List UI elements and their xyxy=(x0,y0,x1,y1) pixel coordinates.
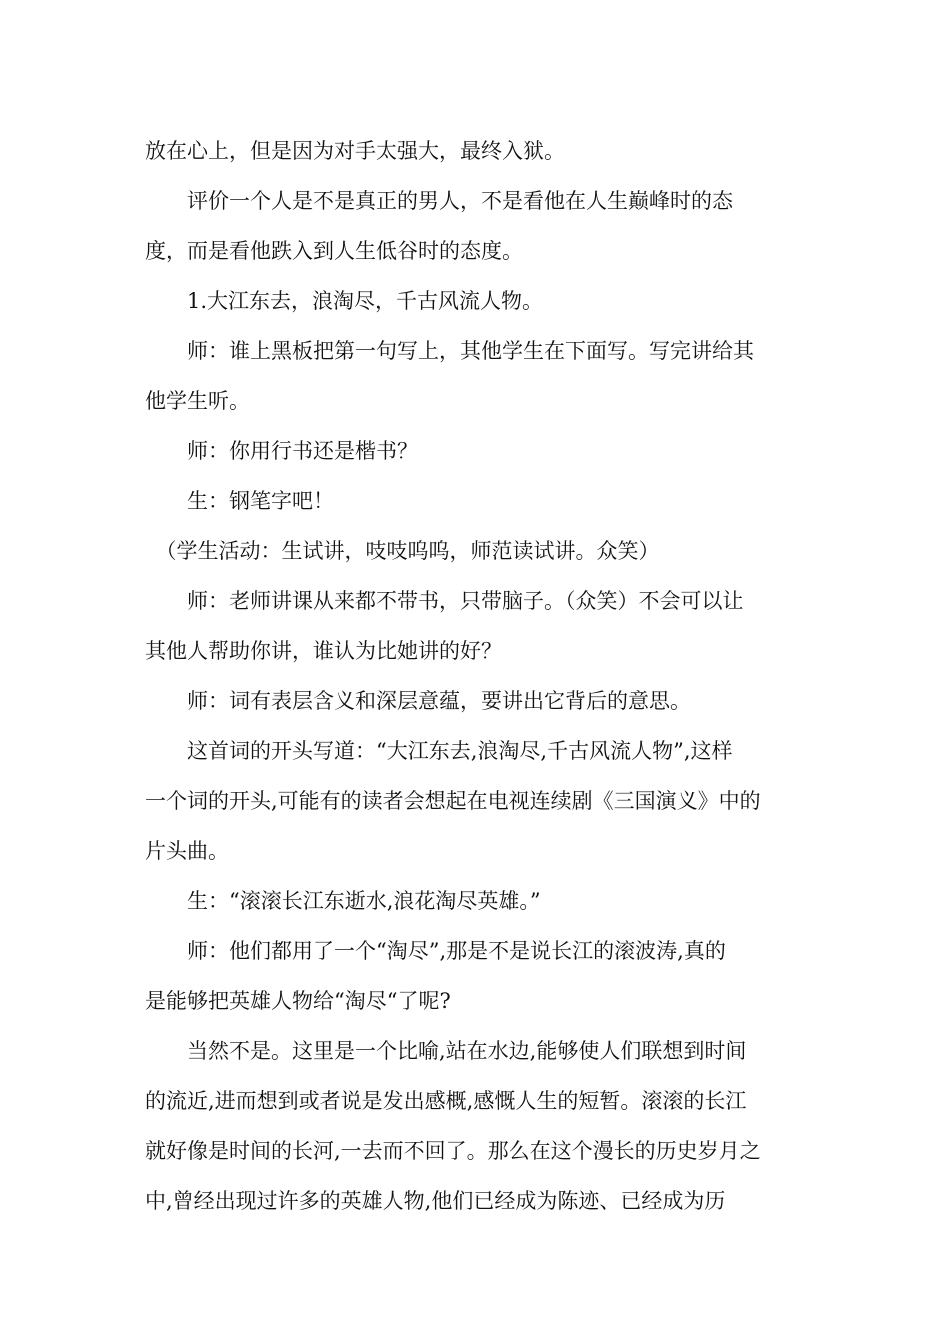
line-6: 他学生听。 xyxy=(145,389,250,413)
line-22: 中,曾经出现过许多的英雄人物,他们已经成为陈迹、已经成为历 xyxy=(145,1189,726,1213)
line-15: 片头曲。 xyxy=(145,839,229,863)
paragraph-teacher-question xyxy=(145,426,805,476)
paragraph-teacher-blackboard xyxy=(145,326,805,426)
line-7: 师：你用行书还是楷书？ xyxy=(145,439,418,463)
paragraph-opening xyxy=(145,726,805,876)
text-line xyxy=(145,126,805,176)
line-4: 1.大江东去，浪淘尽，千古风流人物。 xyxy=(145,289,544,313)
paragraph-student-answer xyxy=(145,476,805,526)
paragraph-activity-note xyxy=(145,526,805,576)
line-10: 师：老师讲课从来都不带书，只带脑子。（众笑）不会可以让 xyxy=(145,589,744,613)
line-19: 当然不是。这里是一个比喻,站在水边,能够使人们联想到时间 xyxy=(145,1039,747,1063)
line-2: 评价一个人是不是真正的男人，不是看他在人生巅峰时的态 xyxy=(145,189,733,213)
line-1: 放在心上，但是因为对手太强大，最终入狱。 xyxy=(145,139,565,163)
line-17: 师：他们都用了一个“淘尽”,那是不是说长江的滚波涛,真的 xyxy=(145,939,726,963)
line-11: 其他人帮助你讲，谁认为比她讲的好？ xyxy=(145,639,502,663)
line-20: 的流近,进而想到或者说是发出感概,感慨人生的短暂。滚滚的长江 xyxy=(145,1089,747,1113)
paragraph-teacher-brain xyxy=(145,576,805,676)
line-9: （学生活动：生试讲，吱吱呜呜，师范读试讲。众笑） xyxy=(145,539,660,563)
line-12: 师：词有表层含义和深层意蕴，要讲出它背后的意思。 xyxy=(145,689,691,713)
line-5: 师：谁上黑板把第一句写上，其他学生在下面写。写完讲给其 xyxy=(145,339,754,363)
line-3: 度，而是看他跌入到人生低谷时的态度。 xyxy=(145,239,523,263)
paragraph-teacher-taojin xyxy=(145,926,805,1026)
paragraph-metaphor xyxy=(145,1026,805,1226)
line-21: 就好像是时间的长河,一去而不回了。那么在这个漫长的历史岁月之 xyxy=(145,1139,761,1163)
line-8: 生：钢笔字吧！ xyxy=(145,489,334,513)
line-16: 生：“滚滚长江东逝水,浪花淘尽英雄。” xyxy=(145,889,541,913)
line-18: 是能够把英雄人物给“淘尽“了呢? xyxy=(145,989,451,1013)
line-14: 一个词的开头,可能有的读者会想起在电视连续剧《三国演义》中的 xyxy=(145,789,761,813)
paragraph-teacher-meaning xyxy=(145,676,805,726)
line-13: 这首词的开头写道：“大江东去,浪淘尽,千古风流人物”,这样 xyxy=(145,739,733,763)
paragraph-evaluation xyxy=(145,176,805,276)
paragraph-verse-1 xyxy=(145,276,805,326)
paragraph-student-song xyxy=(145,876,805,926)
